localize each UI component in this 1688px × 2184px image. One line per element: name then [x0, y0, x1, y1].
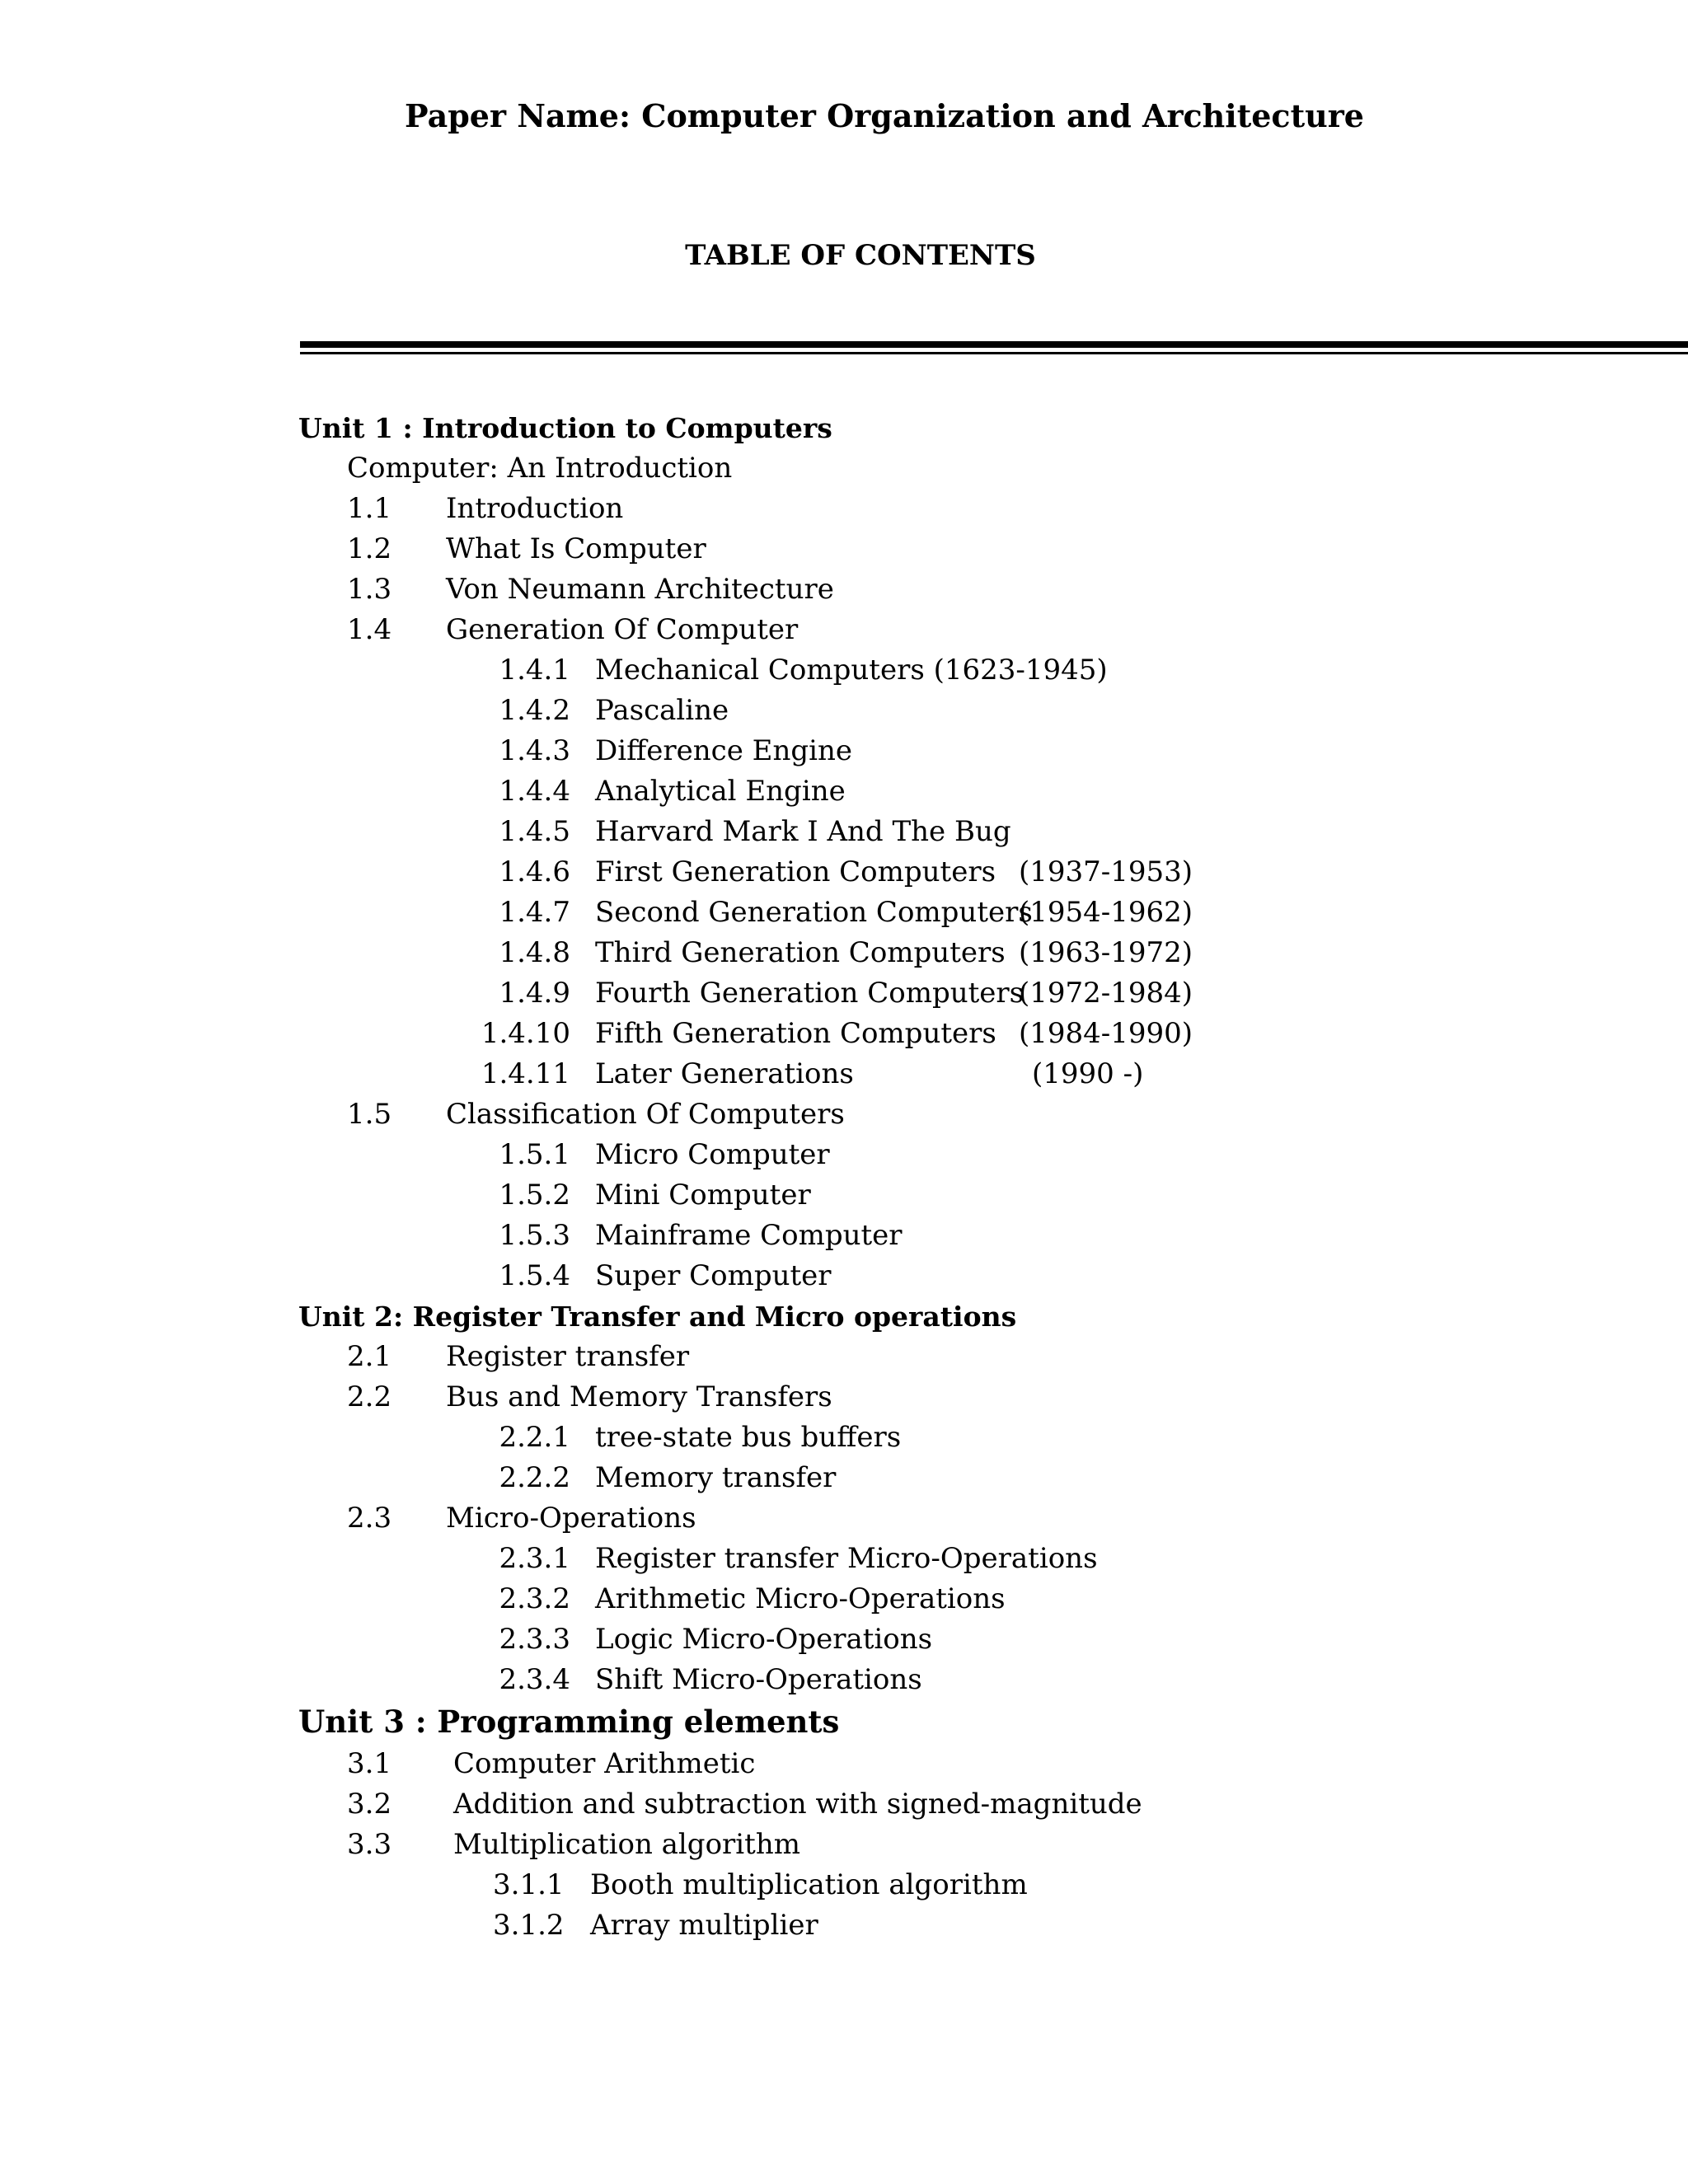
entry-number: 1.4.1 [499, 654, 570, 687]
entry-title: Fourth Generation Computers [595, 977, 1025, 1010]
entry-number: 1.4.6 [499, 855, 570, 888]
unit-title: Unit 3 : Programming elements [298, 1704, 840, 1740]
entry-number: 1.4 [347, 613, 392, 646]
entry-number: 3.1 [347, 1747, 392, 1780]
entry-title: Array multiplier [590, 1909, 818, 1942]
toc-entry [0, 812, 1688, 852]
entry-title: Classification Of Computers [446, 1098, 845, 1131]
entry-number: 1.4.2 [499, 694, 570, 727]
entry-title: Memory transfer [595, 1461, 837, 1494]
unit-title: Unit 1 : Introduction to Computers [298, 412, 832, 444]
toc-entry [0, 1337, 1688, 1377]
entry-title: Third Generation Computers [595, 936, 1006, 969]
toc-entry [0, 1660, 1688, 1700]
entry-title: Mini Computer [595, 1179, 811, 1212]
entry-number: 2.3.2 [499, 1582, 570, 1615]
entry-title: Later Generations [595, 1057, 854, 1090]
entry-number: 1.4.10 [481, 1017, 570, 1050]
entry-title: Pascaline [595, 694, 729, 727]
entry-number: 1.4.3 [499, 734, 570, 767]
entry-number: 1.3 [347, 573, 392, 606]
entry-title: Register transfer Micro-Operations [595, 1542, 1098, 1575]
header-rule-thick [300, 341, 1688, 348]
entry-title: Computer: An Introduction [347, 452, 733, 485]
toc-entry [0, 973, 1688, 1014]
entry-title: Introduction [446, 492, 624, 525]
toc-entry [0, 933, 1688, 973]
entry-number: 2.3.3 [499, 1623, 570, 1656]
toc-entry [0, 1539, 1688, 1579]
entry-years: (1990 -) [1032, 1057, 1144, 1090]
entry-title: Generation Of Computer [446, 613, 799, 646]
entry-number: 2.2.2 [499, 1461, 570, 1494]
unit-heading [0, 1296, 1688, 1337]
entry-years: (1963-1972) [1019, 936, 1193, 969]
entry-number: 2.3 [347, 1502, 392, 1535]
entry-number: 3.1.2 [493, 1909, 565, 1942]
toc-entry [0, 1256, 1688, 1296]
entry-title: Micro Computer [595, 1138, 830, 1171]
entry-number: 1.5.2 [499, 1179, 570, 1212]
toc-entry [0, 610, 1688, 650]
paper-title: Paper Name: Computer Organization and Architecture [405, 97, 1364, 134]
entry-title: Multiplication algorithm [453, 1828, 800, 1861]
entry-title: Booth multiplication algorithm [590, 1868, 1028, 1901]
unit-heading [0, 408, 1688, 448]
entry-number: 1.1 [347, 492, 392, 525]
entry-title: Shift Micro-Operations [595, 1663, 922, 1696]
entry-number: 1.5.4 [499, 1259, 570, 1292]
toc-entry [0, 1377, 1688, 1418]
toc-entry [0, 1498, 1688, 1539]
entry-title: Computer Arithmetic [453, 1747, 756, 1780]
entry-title: Micro-Operations [446, 1502, 696, 1535]
entry-number: 1.4.11 [481, 1057, 570, 1090]
entry-title: Analytical Engine [595, 775, 846, 808]
entry-years: (1984-1990) [1019, 1017, 1193, 1050]
toc-entry [0, 731, 1688, 771]
toc-entry [0, 1014, 1688, 1054]
entry-number: 3.2 [347, 1788, 392, 1821]
toc-entry [0, 1825, 1688, 1865]
toc-entry [0, 650, 1688, 691]
entry-title: Arithmetic Micro-Operations [595, 1582, 1006, 1615]
toc-entry [0, 1619, 1688, 1660]
entry-number: 2.2.1 [499, 1421, 570, 1454]
entry-title: Bus and Memory Transfers [446, 1380, 832, 1413]
toc-heading: TABLE OF CONTENTS [685, 239, 1036, 272]
entry-years: (1954-1962) [1019, 896, 1193, 929]
entry-title: Second Generation Computers [595, 896, 1033, 929]
toc-entry [0, 1579, 1688, 1619]
entry-title: Logic Micro-Operations [595, 1623, 933, 1656]
toc-entry [0, 1418, 1688, 1458]
toc-entry [0, 1458, 1688, 1498]
toc-entry [0, 1054, 1688, 1094]
toc-entry [0, 1784, 1688, 1825]
entry-number: 3.1.1 [493, 1868, 565, 1901]
toc-entry [0, 771, 1688, 812]
entry-number: 1.2 [347, 532, 392, 565]
entry-title: Addition and subtraction with signed-magnitude [453, 1788, 1142, 1821]
entry-number: 2.3.1 [499, 1542, 570, 1575]
entry-title: Von Neumann Architecture [446, 573, 834, 606]
entry-title: Register transfer [446, 1340, 690, 1373]
toc-entry [0, 569, 1688, 610]
entry-title: First Generation Computers [595, 855, 996, 888]
unit-heading [0, 1700, 1688, 1744]
entry-title: Mechanical Computers (1623-1945) [595, 654, 1108, 687]
header-rule-thin [300, 352, 1688, 354]
toc-entry [0, 489, 1688, 529]
toc-entry [0, 1175, 1688, 1216]
toc-entry [0, 1865, 1688, 1905]
entry-title: Mainframe Computer [595, 1219, 903, 1252]
entry-title: tree-state bus buffers [595, 1421, 902, 1454]
entry-number: 1.4.4 [499, 775, 570, 808]
toc-entry [0, 893, 1688, 933]
toc-entry [0, 529, 1688, 569]
entry-title: Super Computer [595, 1259, 832, 1292]
entry-title: What Is Computer [446, 532, 706, 565]
entry-number: 1.5.3 [499, 1219, 570, 1252]
toc-entry [0, 691, 1688, 731]
entry-title: Fifth Generation Computers [595, 1017, 996, 1050]
toc-entry [0, 852, 1688, 893]
toc-entry [0, 448, 1688, 489]
entry-number: 1.4.7 [499, 896, 570, 929]
toc-entry [0, 1135, 1688, 1175]
toc-entry [0, 1094, 1688, 1135]
entry-title: Harvard Mark I And The Bug [595, 815, 1011, 848]
entry-number: 2.3.4 [499, 1663, 570, 1696]
toc-entry [0, 1744, 1688, 1784]
table-of-contents [0, 408, 1688, 1946]
unit-title: Unit 2: Register Transfer and Micro operations [298, 1301, 1017, 1333]
entry-number: 3.3 [347, 1828, 392, 1861]
toc-entry [0, 1216, 1688, 1256]
entry-number: 1.5 [347, 1098, 392, 1131]
entry-number: 1.4.8 [499, 936, 570, 969]
toc-entry [0, 1905, 1688, 1946]
entry-number: 2.2 [347, 1380, 392, 1413]
entry-number: 1.4.9 [499, 977, 570, 1010]
entry-number: 2.1 [347, 1340, 392, 1373]
entry-years: (1937-1953) [1019, 855, 1193, 888]
entry-number: 1.4.5 [499, 815, 570, 848]
entry-years: (1972-1984) [1019, 977, 1193, 1010]
entry-title: Difference Engine [595, 734, 853, 767]
entry-number: 1.5.1 [499, 1138, 570, 1171]
